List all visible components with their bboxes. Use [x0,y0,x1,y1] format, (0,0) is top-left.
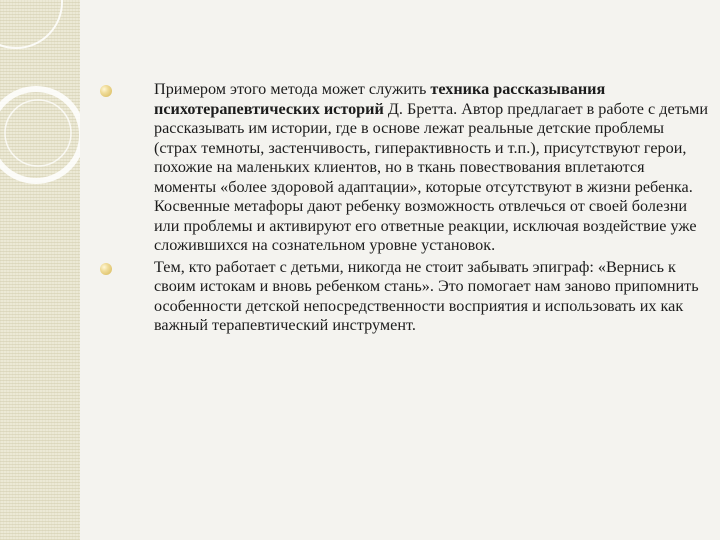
bullet-1-prefix: Примером этого метода может служить [154,80,431,98]
bullet-icon [100,263,112,275]
bullet-item-2 [100,258,708,336]
bullet-item-1 [100,80,708,256]
bullet-icon [100,85,112,97]
bullet-2-text: Тем, кто работает с детьми, никогда не стоит забывать эпиграф: «Вернись к своим истокам и вновь ребенком стань». Это помогает нам заново припомнить особенности детской непосредственности восприятия и использовать их как важный терапевтический инструмент. [154,257,699,334]
slide-content [100,80,708,338]
decorative-circles [0,0,80,540]
bullet-1-bold: техника рассказывания психотерапевтических историй [154,80,606,118]
decorative-side-band [0,0,80,540]
bullet-1-suffix: Д. Бретта. Автор предлагает в работе с детьми рассказывать им истории, где в основе лежат реальные детские проблемы (страх темноты, застенчивость, гиперактивность и т.п.), присутствуют герои, похожие на маленьких клиентов, но в ткань повествования вплетаются моменты «более здоровой адаптации», которые отсутствуют в жизни ребенка. Косвенные метафоры дают ребенку возможность отвлечься от своей болезни или проблемы и активируют его ответные реакции, исключая воздействие уже сложившихся на сознательном уровне установок. [154,99,709,254]
